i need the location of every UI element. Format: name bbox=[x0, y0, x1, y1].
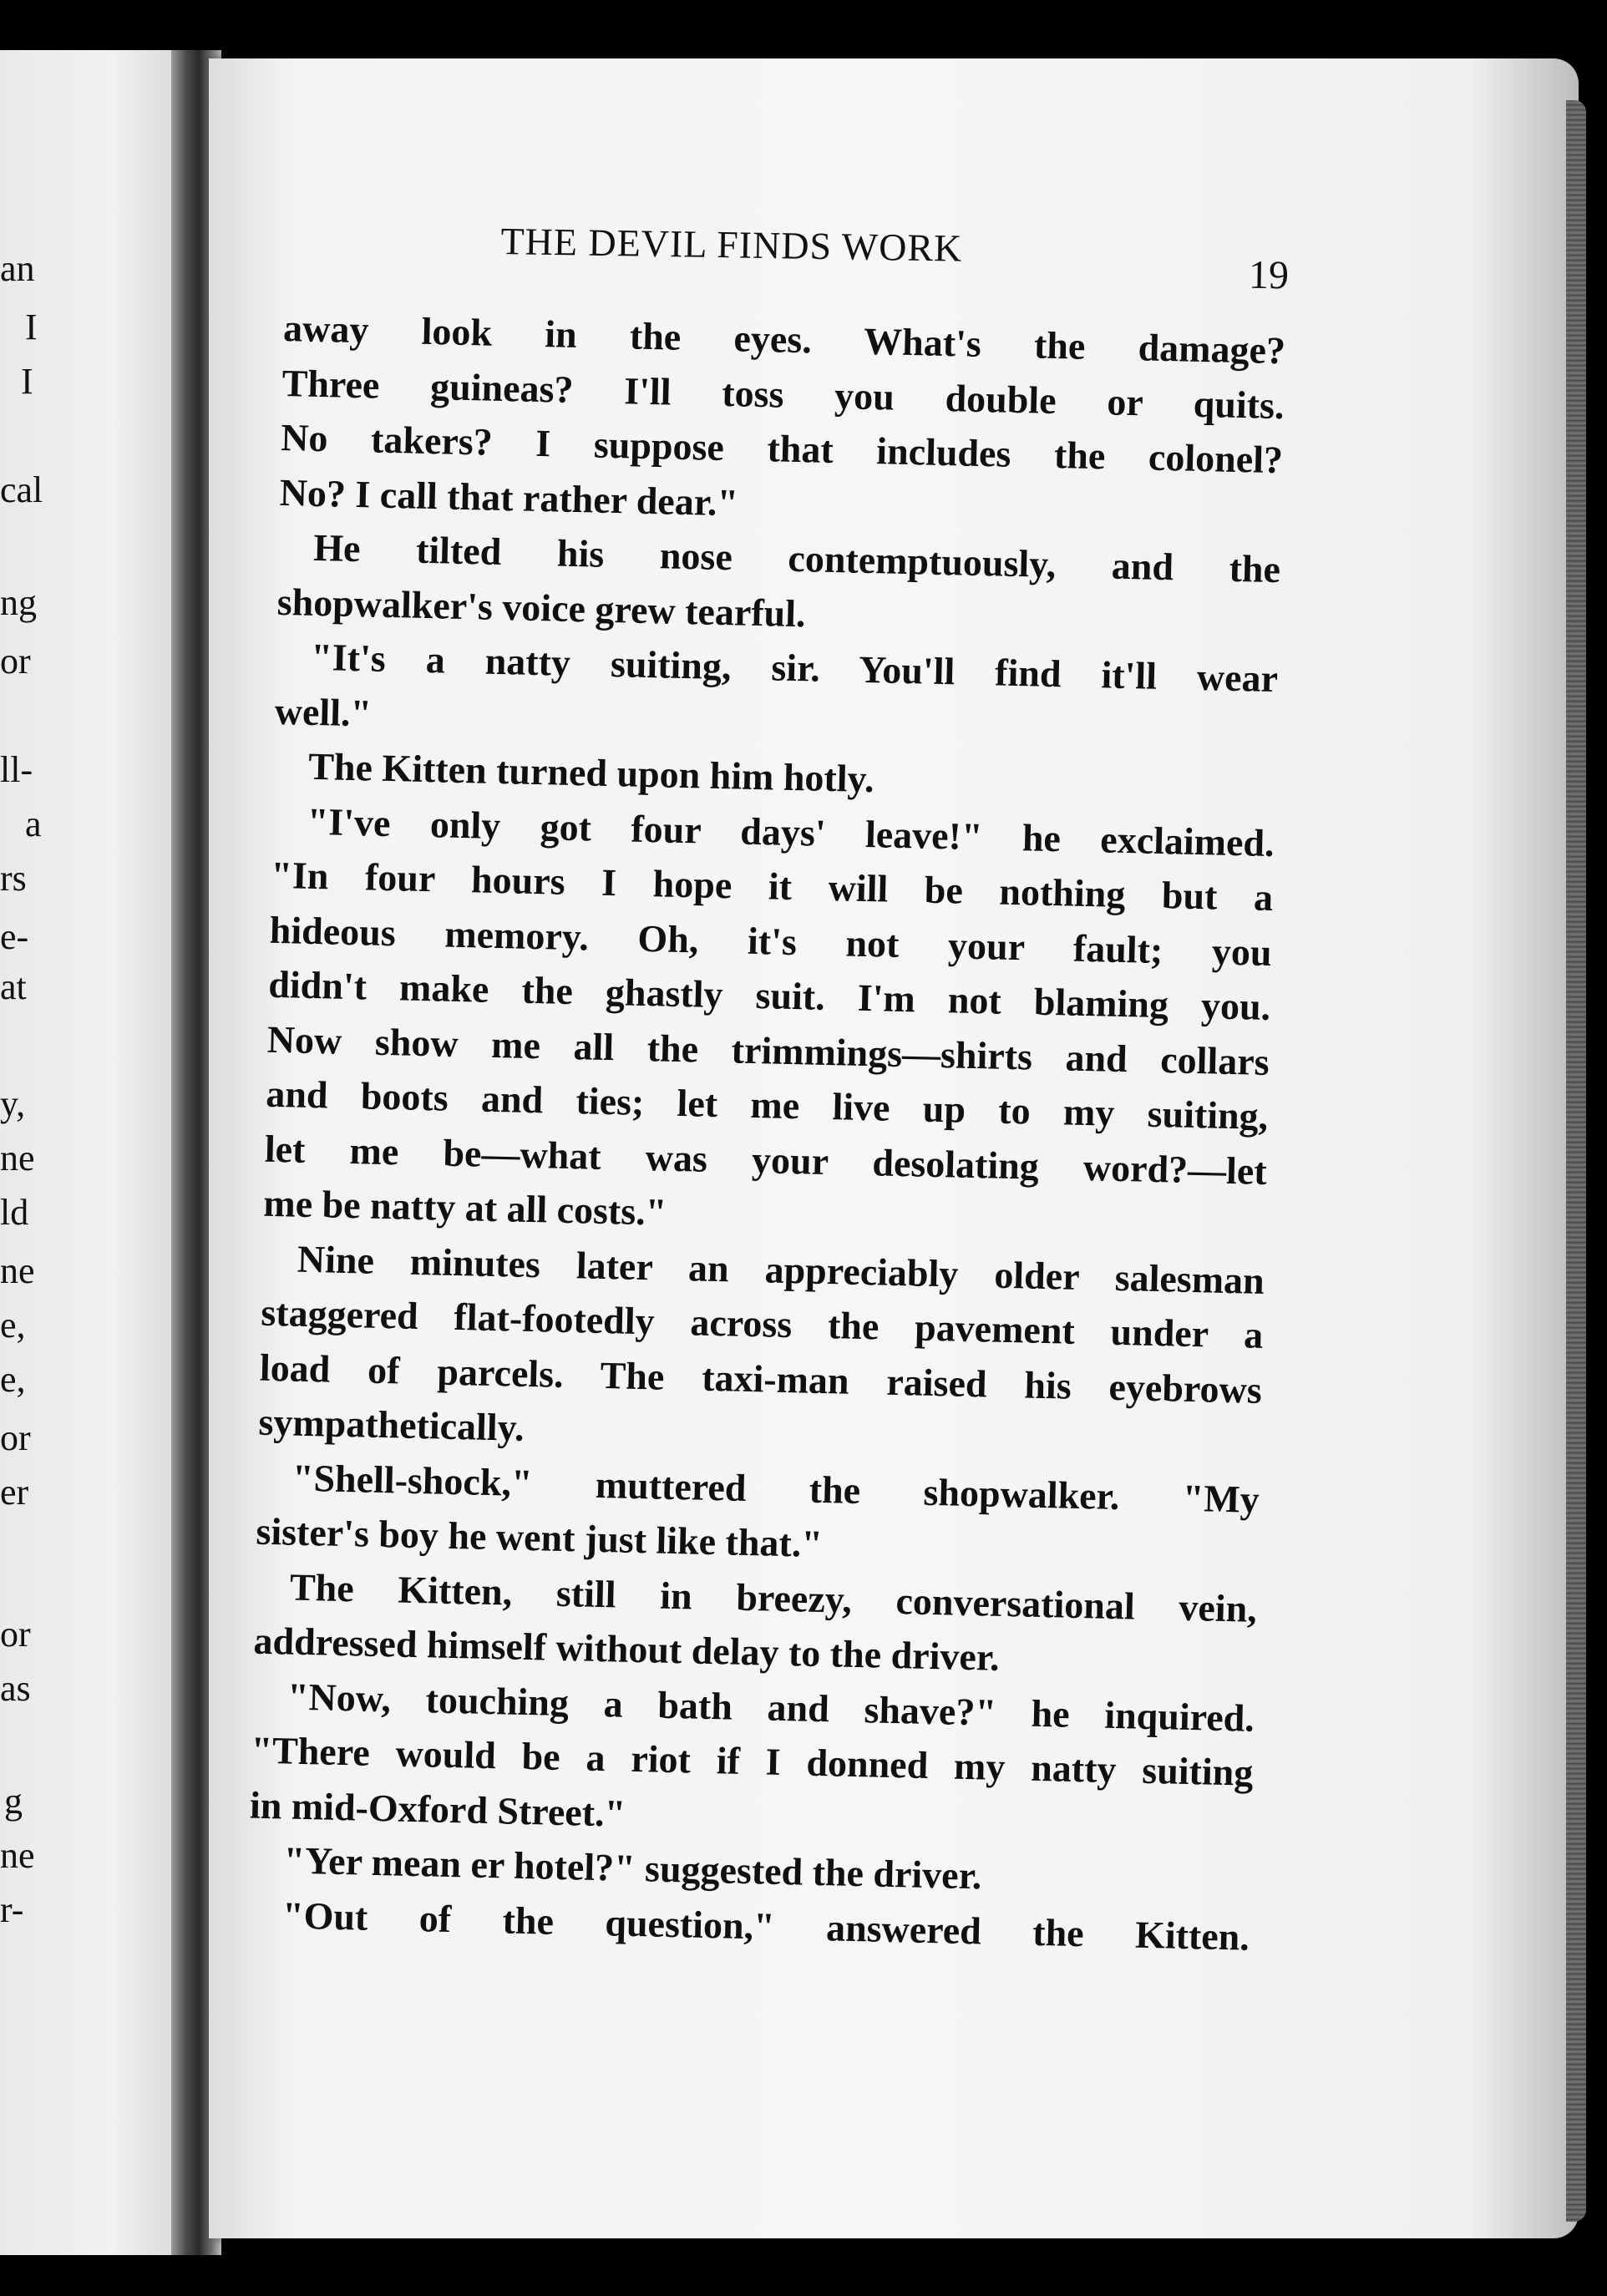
left-page-fragment: or bbox=[0, 1614, 31, 1655]
left-page-fragment: ne bbox=[0, 1138, 35, 1178]
left-page-fragment: I bbox=[21, 361, 33, 402]
text-line: sympathetically. bbox=[257, 1400, 525, 1449]
text-line: me be natty at all costs." bbox=[262, 1181, 667, 1234]
left-page-fragment: cal bbox=[0, 469, 43, 510]
text-line: "Now, touching a bath and shave?" he inquired. bbox=[286, 1675, 1255, 1740]
text-line: Nine minutes later an appreciably older salesman bbox=[297, 1237, 1265, 1302]
text-line: staggered flat-footedly across the pavement under a bbox=[260, 1290, 1264, 1356]
text-line: "There would be a riot if I donned my natty suiting bbox=[251, 1728, 1254, 1794]
text-line: Now show me all the trimmings—shirts and collars bbox=[266, 1017, 1270, 1083]
running-header: THE DEVIL FINDS WORK bbox=[500, 219, 963, 270]
text-line: No? I call that rather dear." bbox=[279, 470, 739, 524]
text-line: He tilted his nose contemptuously, and the bbox=[312, 525, 1281, 591]
left-page-fragment: ld bbox=[0, 1192, 29, 1233]
text-line: well." bbox=[274, 689, 373, 735]
text-line: sister's boy he went just like that." bbox=[255, 1509, 824, 1566]
left-page-fragment: or bbox=[0, 641, 31, 682]
text-line: let me be—what was your desolating word?—let bbox=[264, 1127, 1268, 1193]
left-page-fragment: ne bbox=[0, 1250, 35, 1291]
left-facing-page bbox=[0, 50, 184, 2255]
body-text bbox=[246, 301, 1285, 1964]
text-line: "Shell-shock," muttered the shopwalker. "My bbox=[291, 1456, 1260, 1521]
left-page-fragment: ne bbox=[0, 1835, 35, 1876]
text-line: shopwalker's voice grew tearful. bbox=[276, 580, 807, 635]
text-line: away look in the eyes. What's the damage? bbox=[282, 306, 1286, 373]
text-line: in mid-Oxford Street." bbox=[249, 1783, 626, 1835]
left-page-fragment: e, bbox=[0, 1359, 26, 1400]
text-line: and boots and ties; let me live up to my suiting, bbox=[265, 1072, 1269, 1138]
left-page-fragment: I bbox=[25, 307, 38, 347]
left-page-fragment: at bbox=[0, 966, 27, 1007]
text-line: didn't make the ghastly suit. I'm not blaming you. bbox=[267, 962, 1271, 1029]
left-page-fragment: er bbox=[0, 1472, 29, 1513]
text-line: The Kitten turned upon him hotly. bbox=[307, 744, 875, 801]
left-page-fragment: e, bbox=[0, 1305, 26, 1346]
left-page-fragment: r- bbox=[0, 1889, 24, 1930]
text-line: "I've only got four days' leave!" he exclaimed. bbox=[307, 799, 1275, 864]
text-line: "In four hours I hope it will be nothing but a bbox=[270, 853, 1274, 920]
left-page-fragment: rs bbox=[0, 858, 27, 899]
left-page-fragment: an bbox=[0, 248, 35, 289]
text-line: hideous memory. Oh, it's not your fault; you bbox=[269, 908, 1273, 974]
page-edge bbox=[1566, 100, 1586, 2222]
left-page-fragment: or bbox=[0, 1417, 31, 1458]
text-line: The Kitten, still in breezy, conversational vein, bbox=[289, 1565, 1258, 1630]
text-line: "Yer mean er hotel?" suggested the driver. bbox=[283, 1838, 982, 1898]
left-page-fragment: g bbox=[4, 1781, 23, 1822]
text-line: "It's a natty suiting, sir. You'll find it'll wear bbox=[310, 635, 1279, 701]
text-line: load of parcels. The taxi-man raised his eyebrows bbox=[259, 1346, 1263, 1412]
left-page-fragment: y, bbox=[0, 1083, 26, 1124]
left-page-fragment: as bbox=[0, 1668, 31, 1709]
left-page-fragment: ll- bbox=[0, 749, 33, 790]
left-page-fragment: a bbox=[25, 803, 42, 844]
left-page-fragment: ng bbox=[0, 582, 37, 623]
text-line: Three guineas? I'll toss you double or quits. bbox=[281, 361, 1285, 427]
text-line: addressed himself without delay to the driver. bbox=[253, 1619, 1001, 1679]
text-line: "Out of the question," answered the Kitten. bbox=[281, 1893, 1250, 1959]
left-page-fragment: e- bbox=[0, 916, 29, 957]
page-number: 19 bbox=[1248, 252, 1290, 298]
text-line: No takers? I suppose that includes the colonel? bbox=[280, 415, 1284, 482]
